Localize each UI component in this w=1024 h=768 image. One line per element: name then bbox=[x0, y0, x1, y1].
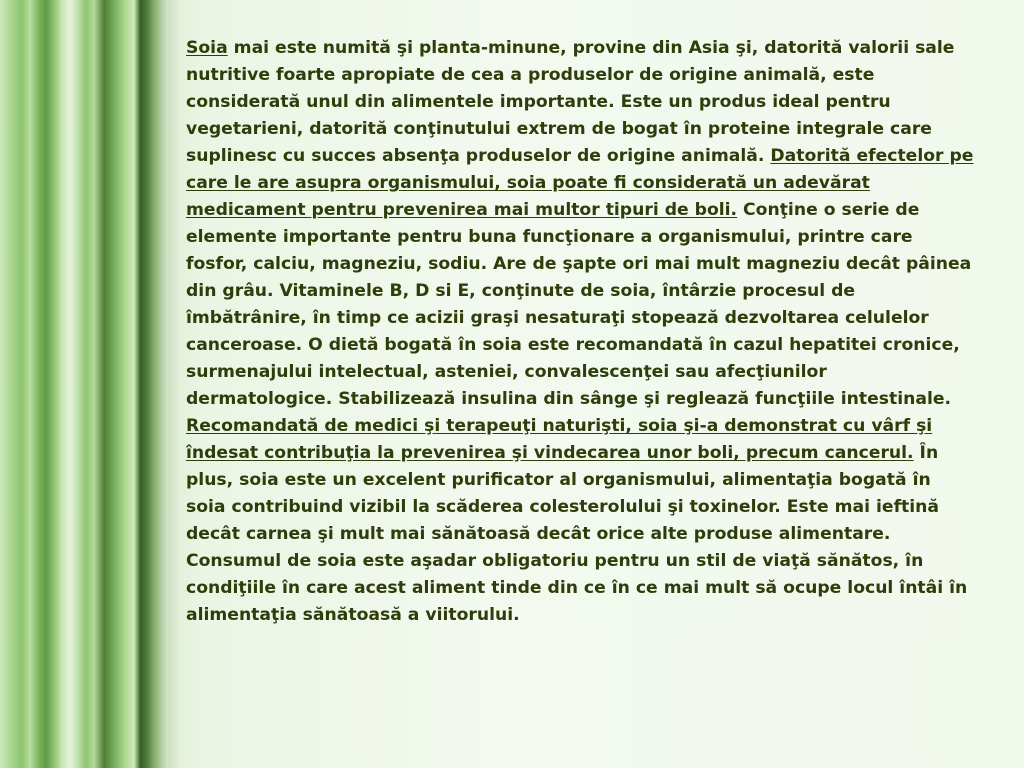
text-segment-1: mai este numită şi planta-minune, provine din Asia şi, datorită valorii sale nutritive foarte apropiate de cea a produselor de origine animală, este considerată unul din alimentele importante. Este un produs ideal pentru vegetarieni, datorită conţinutului extrem de bogat în proteine integrale care suplinesc cu succes absenţa produselor de origine animală. bbox=[186, 38, 955, 166]
title-word: Soia bbox=[186, 38, 228, 58]
body-paragraph bbox=[186, 35, 976, 629]
text-segment-3: În plus, soia este un excelent purificator al organismului, alimentaţia bogată în soia contribuind vizibil la scăderea colesterolului şi toxinelor. Este mai ieftină decât carnea şi mult mai sănătoasă decât orice alte produse alimentare. Consumul de soia este aşadar obligatoriu pentru un stil de viaţă sănătos, în condiţiile în care acest aliment tinde din ce în ce mai mult să ocupe locul întâi în alimentaţia sănătoasă a viitorului. bbox=[186, 443, 968, 625]
underlined-statement-1: Datorită efectelor pe care le are asupra organismului, soia poate fi considerată un adevărat medicament pentru prevenirea mai multor tipuri de boli. bbox=[186, 146, 974, 220]
underlined-statement-2: Recomandată de medici şi terapeuţi naturişti, soia şi-a demonstrat cu vârf şi îndesat contribuţia la prevenirea şi vindecarea unor boli, precum cancerul. bbox=[186, 416, 933, 463]
text-segment-2: Conţine o serie de elemente importante pentru buna funcţionare a organismului, printre care fosfor, calciu, magneziu, sodiu. Are de şapte ori mai mult magneziu decât pâinea din grâu. Vitaminele B, D si E, conţinute de soia, întârzie procesul de îmbătrânire, în timp ce acizii graşi nesaturaţi stopează dezvoltarea celulelor canceroase. O dietă bogată în soia este recomandată în cazul hepatitei cronice, surmenajului intelectual, asteniei, convalescenţei sau afecţiunilor dermatologice. Stabilizează insulina din sânge şi reglează funcţiile intestinale. bbox=[186, 200, 972, 409]
stripe-shadow bbox=[140, 0, 180, 768]
